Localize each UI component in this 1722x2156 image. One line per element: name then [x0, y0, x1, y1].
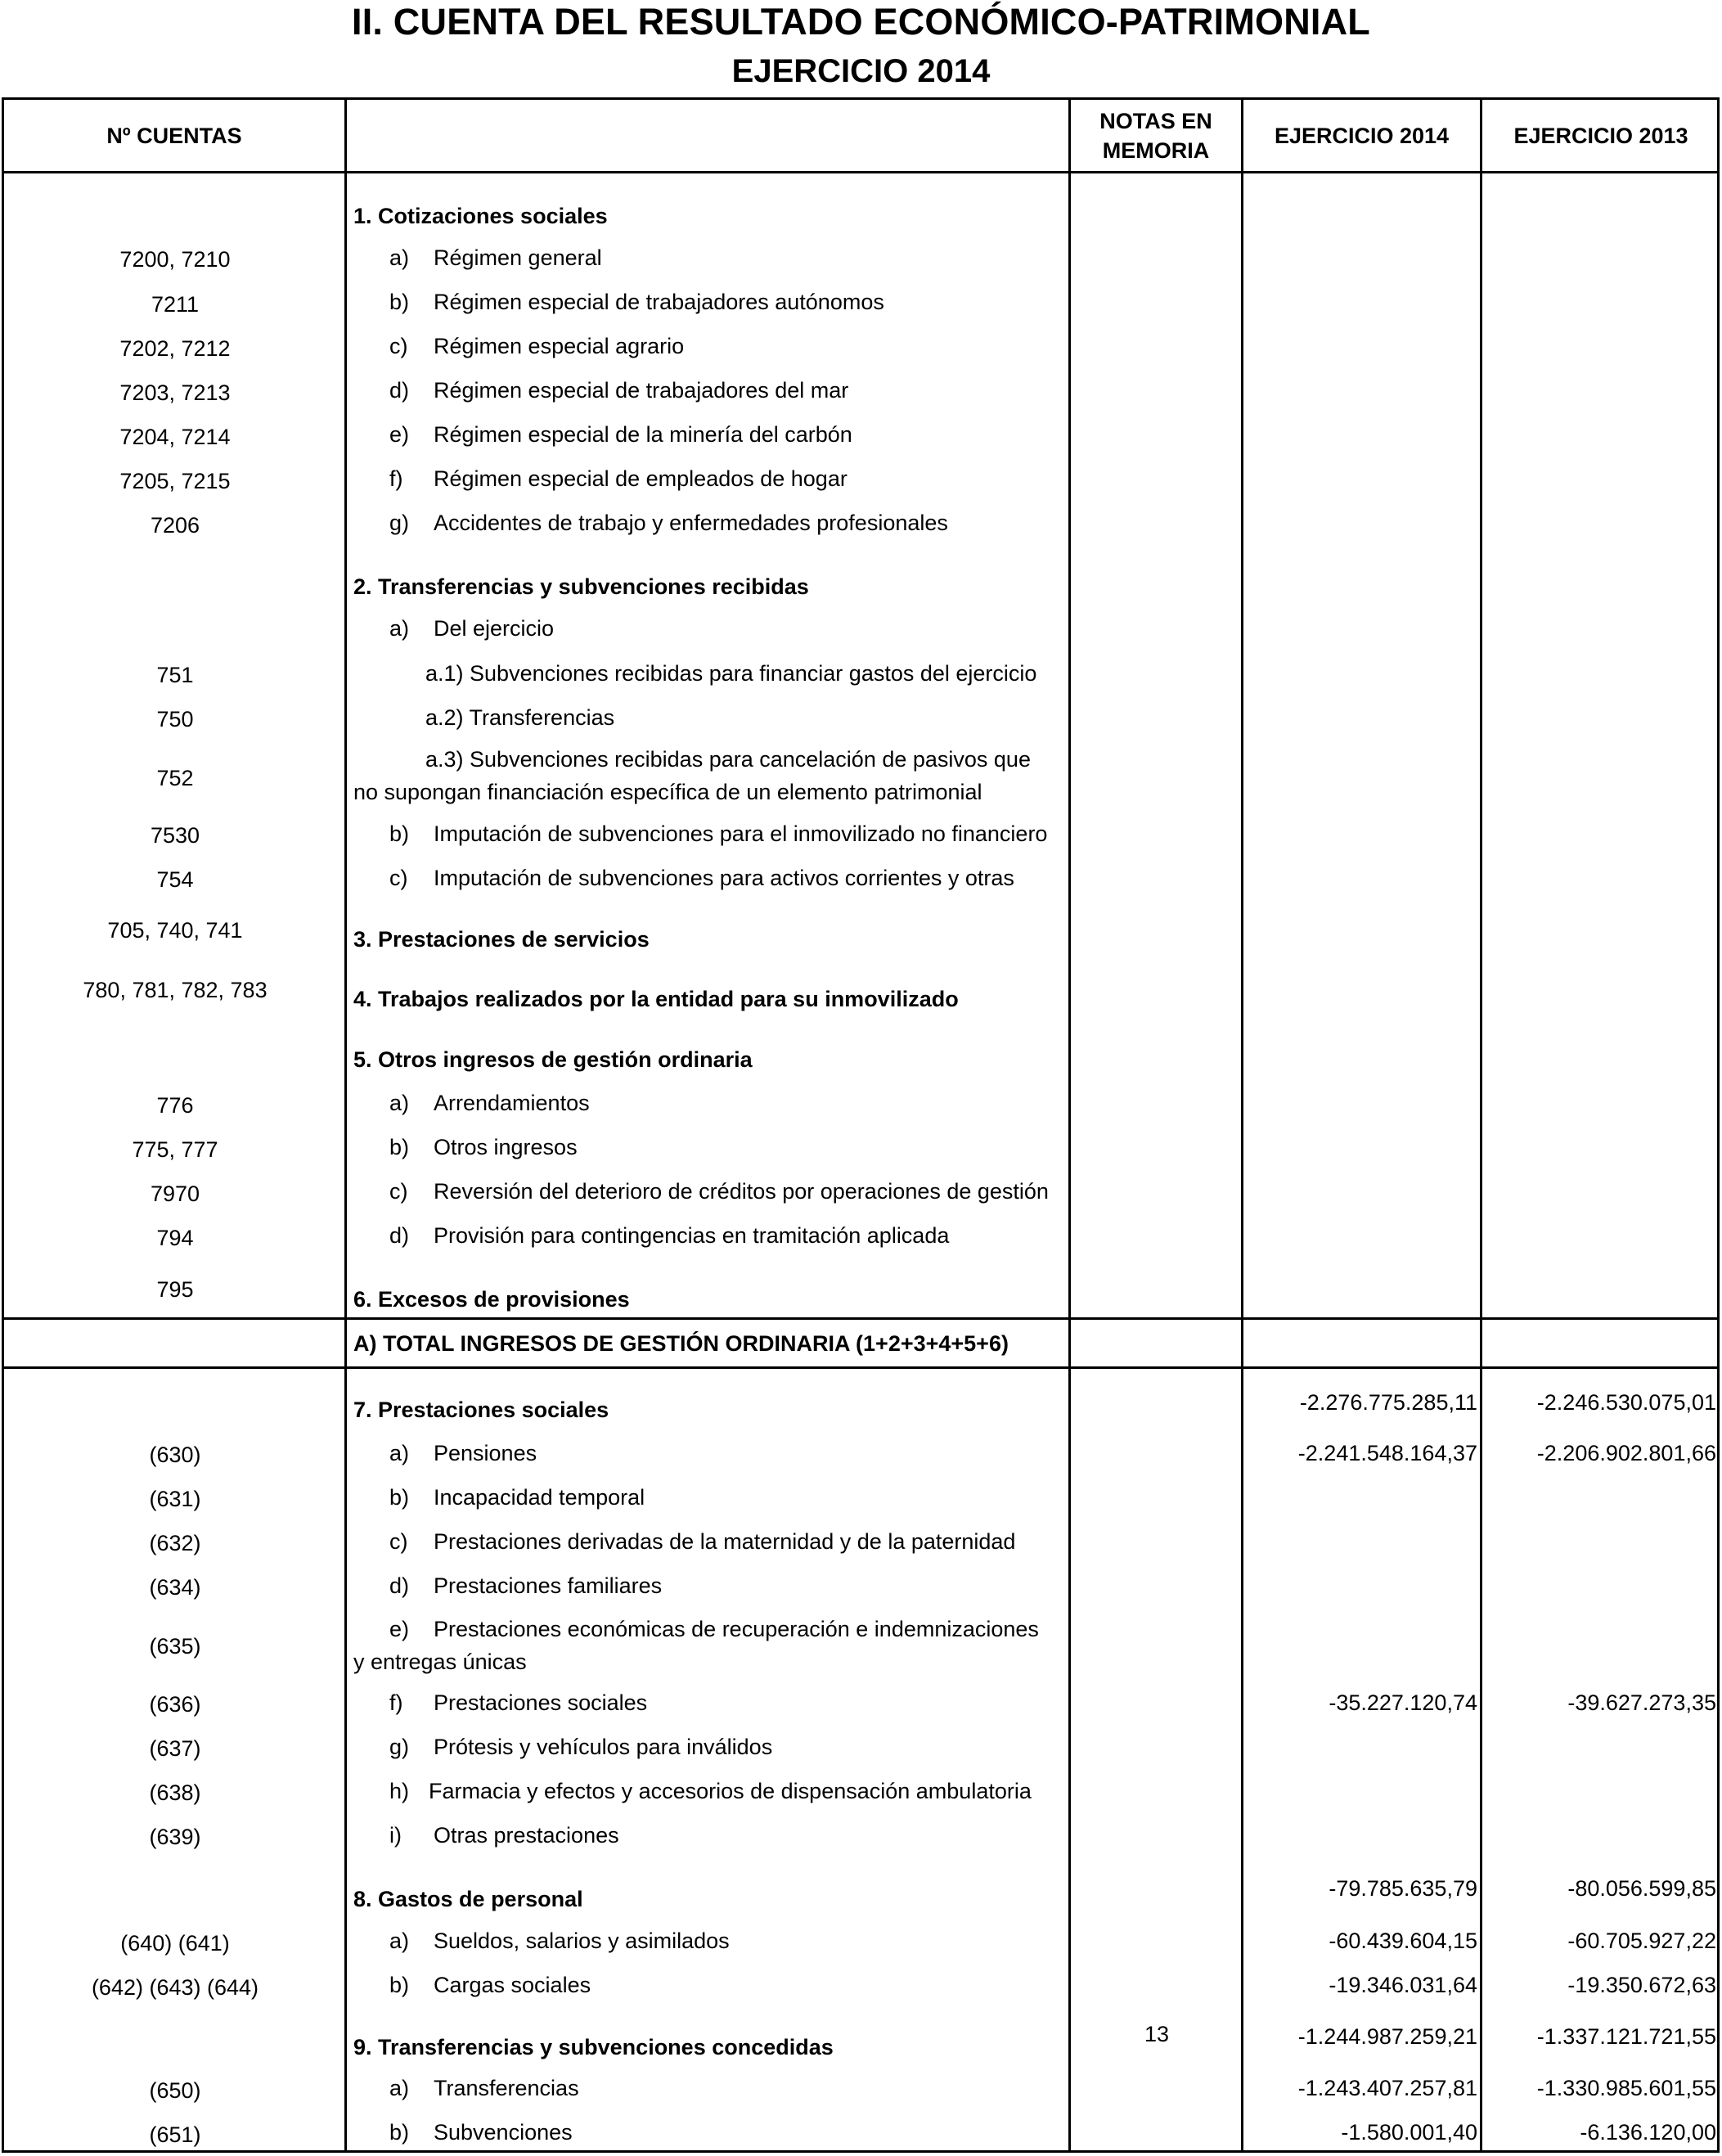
memoria-note: 13 — [1144, 2022, 1170, 2046]
section-label: 8. Gastos de personal — [353, 1887, 583, 1911]
account-code: (638) — [149, 1780, 201, 1805]
account-code: (636) — [149, 1692, 201, 1717]
row-label: Subvenciones — [434, 2120, 573, 2145]
column-divider-3 — [1241, 97, 1243, 2153]
value-2013: -1.337.121.721,55 — [1536, 2024, 1716, 2049]
account-code: 7200, 7210 — [119, 247, 231, 272]
account-code: (630) — [149, 1443, 201, 1467]
row-label: Régimen especial agrario — [434, 334, 685, 358]
row-letter: c) — [389, 1529, 408, 1554]
account-code: 780, 781, 782, 783 — [83, 978, 268, 1002]
row-letter: a) — [389, 616, 410, 641]
row-letter: f) — [389, 466, 403, 491]
total-row-top-divider — [2, 1317, 1720, 1320]
row-letter: e) — [389, 1617, 410, 1641]
account-code: (651) — [149, 2122, 201, 2147]
account-code: 7205, 7215 — [119, 469, 231, 493]
section-label: 5. Otros ingresos de gestión ordinaria — [353, 1047, 753, 1072]
account-code: 752 — [156, 766, 194, 790]
value-2013: -80.056.599,85 — [1567, 1876, 1716, 1901]
account-code: (634) — [149, 1575, 201, 1600]
row-letter: c) — [389, 334, 408, 358]
value-2014: -79.785.635,79 — [1329, 1876, 1477, 1901]
row-label: Régimen especial de trabajadores del mar — [434, 378, 849, 403]
value-2014: -60.439.604,15 — [1329, 1929, 1477, 1953]
row-letter: f) — [389, 1690, 403, 1715]
row-letter: a) — [389, 2076, 410, 2100]
column-divider-4 — [1480, 97, 1482, 2153]
account-code: (640) (641) — [120, 1931, 230, 1956]
row-letter: c) — [389, 866, 408, 890]
row-letter: b) — [389, 821, 410, 846]
row-letter: a) — [389, 245, 410, 270]
row-letter: b) — [389, 290, 410, 314]
section-label: 2. Transferencias y subvenciones recibidas — [353, 574, 809, 599]
row-label: Provisión para contingencias en tramitación aplicada — [434, 1223, 950, 1248]
account-code: 775, 777 — [132, 1137, 218, 1162]
row-label: Imputación de subvenciones para activos corrientes y otras — [434, 866, 1014, 890]
row-label: Prestaciones derivadas de la maternidad y de la paternidad — [434, 1529, 1016, 1554]
row-label: Pensiones — [434, 1441, 537, 1465]
account-code: (639) — [149, 1825, 201, 1849]
row-label: Régimen especial de empleados de hogar — [434, 466, 848, 491]
row-label: Régimen especial de la minería del carbón — [434, 422, 852, 447]
account-code: (631) — [149, 1487, 201, 1511]
account-code: 776 — [156, 1093, 194, 1118]
header-notas: NOTAS EN MEMORIA — [1099, 109, 1212, 163]
account-code: 7211 — [151, 292, 200, 317]
row-letter: g) — [389, 511, 410, 535]
row-label: Régimen general — [434, 245, 602, 270]
total-row-bottom-divider — [2, 1366, 1720, 1369]
section-label: 3. Prestaciones de servicios — [353, 927, 650, 952]
row-letter: b) — [389, 1135, 410, 1159]
row-label: a.2) Transferencias — [425, 705, 615, 730]
row-letter: h) — [389, 1779, 410, 1803]
row-label: a.3) Subvenciones recibidas para cancelación de pasivos que — [425, 747, 1031, 772]
section-label: 9. Transferencias y subvenciones concedidas — [353, 2035, 834, 2059]
row-letter: a) — [389, 1441, 410, 1465]
row-letter: e) — [389, 422, 410, 447]
account-code: (637) — [149, 1736, 201, 1761]
row-label: Arrendamientos — [434, 1091, 590, 1115]
account-code: 7202, 7212 — [119, 336, 231, 361]
account-code: 7970 — [150, 1182, 200, 1206]
row-label: Prestaciones familiares — [434, 1573, 663, 1598]
value-2013: -2.246.530.075,01 — [1536, 1390, 1716, 1415]
row-letter: b) — [389, 2120, 410, 2145]
row-letter: c) — [389, 1179, 408, 1204]
row-letter: d) — [389, 1573, 410, 1598]
row-label: Régimen especial de trabajadores autónomos — [434, 290, 884, 314]
value-2014: -2.276.775.285,11 — [1299, 1390, 1477, 1415]
value-2013: -60.705.927,22 — [1567, 1929, 1716, 1953]
account-code: 751 — [156, 663, 194, 687]
section-label: 7. Prestaciones sociales — [353, 1398, 609, 1422]
account-code: 750 — [156, 707, 194, 731]
value-2014: -19.346.031,64 — [1329, 1973, 1477, 1997]
section-label: A) TOTAL INGRESOS DE GESTIÓN ORDINARIA (1+2+3+4+5+6) — [353, 1331, 1009, 1356]
row-letter: a) — [389, 1091, 410, 1115]
account-code: 7204, 7214 — [119, 425, 231, 449]
row-label: Otros ingresos — [434, 1135, 578, 1159]
account-code: 794 — [156, 1226, 194, 1250]
row-letter: d) — [389, 1223, 410, 1248]
header-cuentas: Nº CUENTAS — [106, 124, 242, 148]
row-letter: b) — [389, 1973, 410, 1997]
account-code: 705, 740, 741 — [107, 918, 243, 943]
row-letter: d) — [389, 378, 410, 403]
section-label: 6. Excesos de provisiones — [353, 1287, 630, 1312]
row-letter: i) — [389, 1823, 402, 1848]
row-label: Otras prestaciones — [434, 1823, 619, 1848]
row-label: Imputación de subvenciones para el inmovilizado no financiero — [434, 821, 1048, 846]
row-label: Farmacia y efectos y accesorios de dispensación ambulatoria — [429, 1779, 1032, 1803]
header-ejercicio-2014: EJERCICIO 2014 — [1274, 124, 1450, 148]
account-code: (632) — [149, 1531, 201, 1555]
row-label: Prestaciones económicas de recuperación e indemnizaciones — [434, 1617, 1039, 1641]
account-code: 7530 — [150, 823, 200, 848]
row-label: Accidentes de trabajo y enfermedades profesionales — [434, 511, 948, 535]
account-code: 7206 — [150, 513, 200, 538]
account-code: (635) — [149, 1634, 201, 1659]
account-code: 754 — [156, 867, 194, 892]
row-letter: b) — [389, 1485, 410, 1510]
row-label: Sueldos, salarios y asimilados — [434, 1929, 730, 1953]
column-divider-2 — [1068, 97, 1071, 2153]
row-label: Transferencias — [434, 2076, 579, 2100]
section-label: 4. Trabajos realizados por la entidad para su inmovilizado — [353, 987, 959, 1011]
row-label: a.1) Subvenciones recibidas para financiar gastos del ejercicio — [425, 661, 1037, 686]
header-ejercicio-2013: EJERCICIO 2013 — [1513, 124, 1688, 148]
section-label: 1. Cotizaciones sociales — [353, 204, 608, 228]
value-2014: -1.580.001,40 — [1341, 2120, 1477, 2145]
value-2013: -39.627.273,35 — [1567, 1690, 1716, 1715]
value-2013: -2.206.902.801,66 — [1536, 1441, 1716, 1465]
account-code: 795 — [156, 1277, 194, 1302]
row-label-continued: y entregas únicas — [353, 1650, 527, 1674]
row-label: Cargas sociales — [434, 1973, 591, 1997]
row-letter: g) — [389, 1735, 410, 1759]
row-label: Prótesis y vehículos para inválidos — [434, 1735, 773, 1759]
value-2014: -1.243.407.257,81 — [1297, 2076, 1477, 2100]
account-code: (642) (643) (644) — [91, 1975, 259, 2000]
row-label: Incapacidad temporal — [434, 1485, 645, 1510]
row-label: Del ejercicio — [434, 616, 555, 641]
value-2013: -1.330.985.601,55 — [1536, 2076, 1716, 2100]
account-code: (650) — [149, 2078, 201, 2103]
row-label: Reversión del deterioro de créditos por operaciones de gestión — [434, 1179, 1049, 1204]
value-2013: -19.350.672,63 — [1567, 1973, 1716, 1997]
row-label-continued: no supongan financiación específica de un elemento patrimonial — [353, 780, 982, 804]
account-code: 7203, 7213 — [119, 380, 231, 405]
value-2013: -6.136.120,00 — [1580, 2120, 1716, 2145]
row-letter: a) — [389, 1929, 410, 1953]
page-subtitle: EJERCICIO 2014 — [731, 53, 991, 89]
page-title: II. CUENTA DEL RESULTADO ECONÓMICO-PATRIMONIAL — [352, 1, 1370, 43]
value-2014: -35.227.120,74 — [1329, 1690, 1477, 1715]
row-label: Prestaciones sociales — [434, 1690, 648, 1715]
value-2014: -1.244.987.259,21 — [1297, 2024, 1477, 2049]
value-2014: -2.241.548.164,37 — [1297, 1441, 1477, 1465]
